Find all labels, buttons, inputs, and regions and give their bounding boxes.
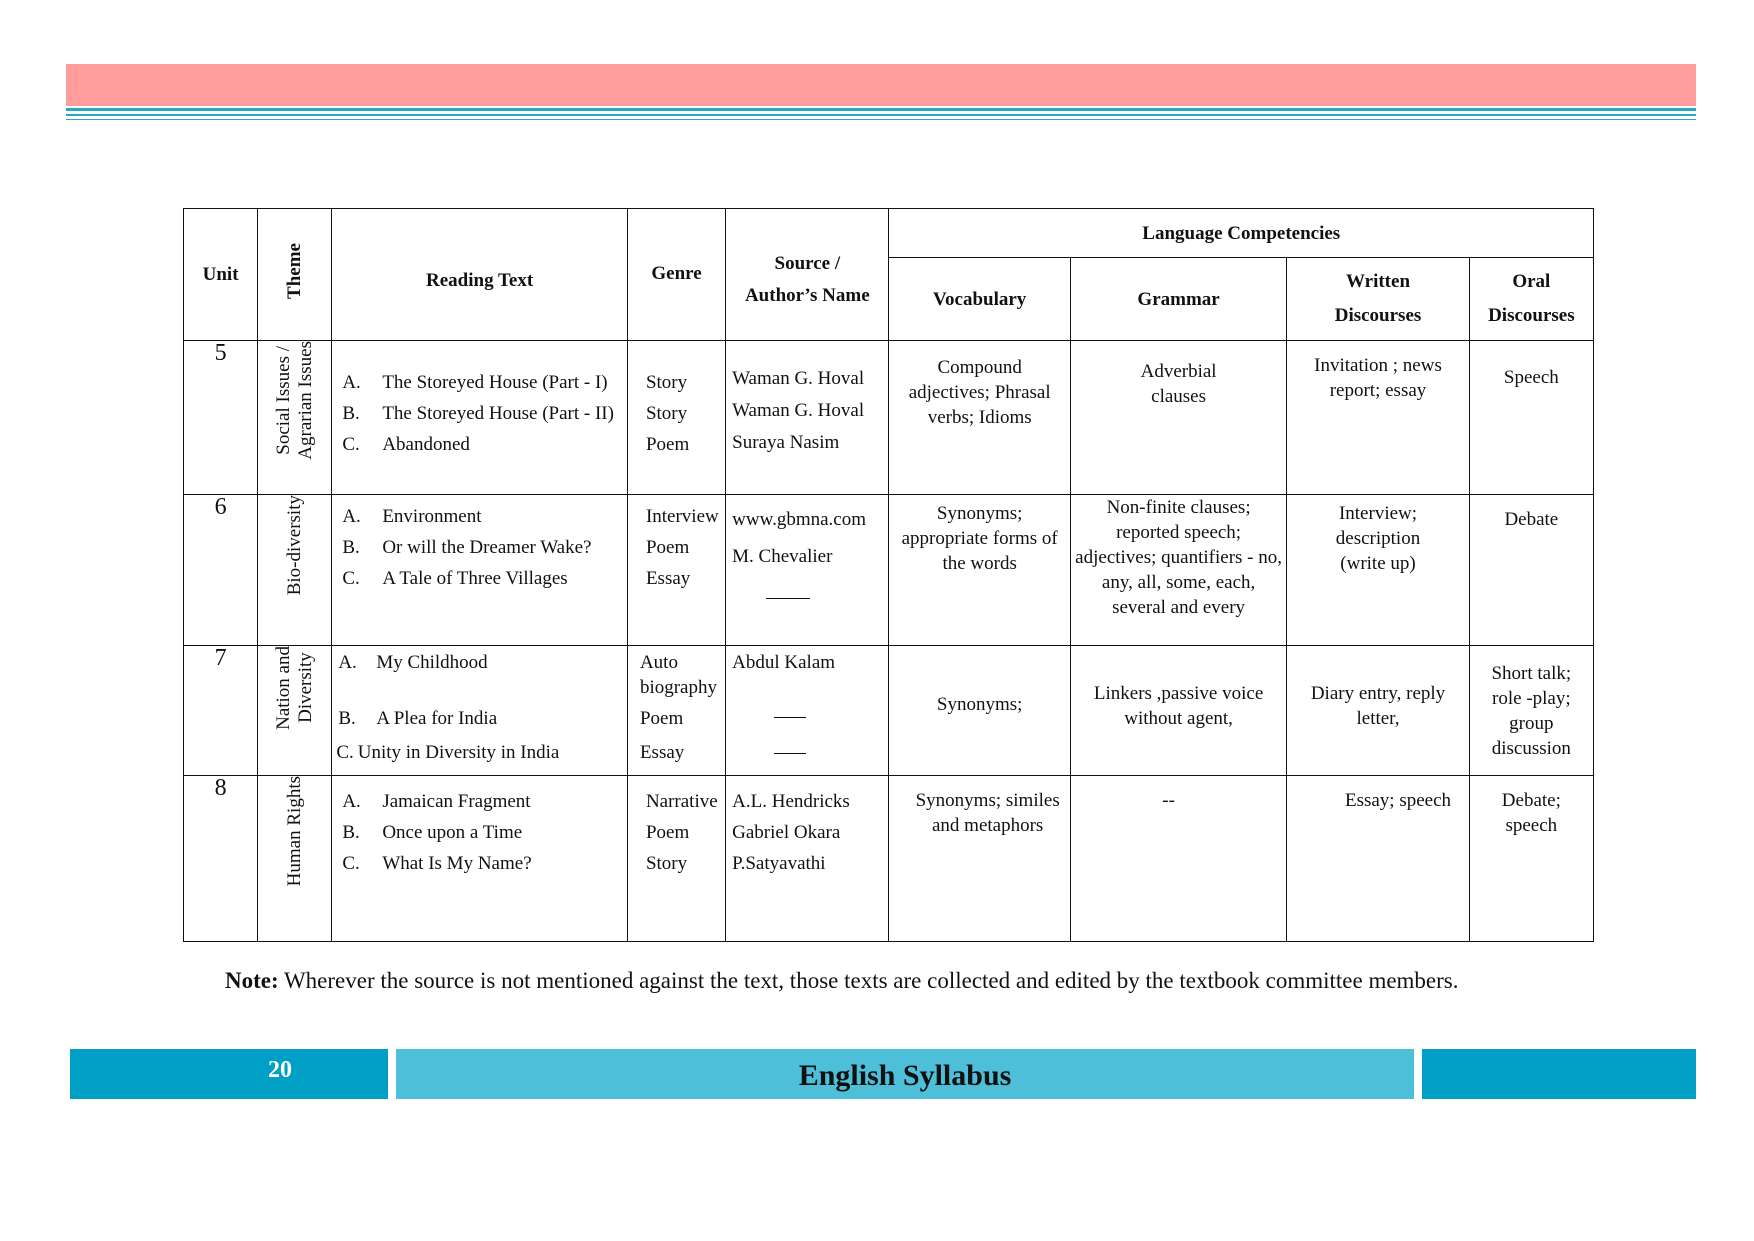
header-vocabulary: Vocabulary xyxy=(889,258,1070,341)
written-cell: Invitation ; news report; essay xyxy=(1287,341,1469,495)
list-item: B. Or will the Dreamer Wake? xyxy=(342,537,592,558)
list-item: C. A Tale of Three Villages xyxy=(342,568,568,589)
table-row xyxy=(184,341,1594,495)
header-theme: Theme xyxy=(258,209,332,341)
header-language-competencies: Language Competencies xyxy=(889,209,1594,258)
header-reading-text: Reading Text xyxy=(332,209,628,341)
footnote xyxy=(225,968,1459,994)
genre-cell: Auto biography Poem Essay xyxy=(627,646,725,776)
written-cell: Diary entry, reply letter, xyxy=(1287,646,1469,776)
list-item: A. My Childhood xyxy=(338,652,488,673)
header-rule xyxy=(66,119,1696,120)
header-grammar: Grammar xyxy=(1070,258,1286,341)
theme-cell: Social Issues / Agrarian Issues xyxy=(258,341,332,495)
vocabulary-cell: Synonyms; appropriate forms of the words xyxy=(889,495,1070,646)
list-item: C. Abandoned xyxy=(342,434,470,455)
source-cell: www.gbmna.com M. Chevalier xyxy=(726,495,889,646)
theme-cell: Bio-diversity xyxy=(258,495,332,646)
oral-cell: Debate; speech xyxy=(1469,776,1593,942)
theme-cell: Human Rights xyxy=(258,776,332,942)
reading-text-cell xyxy=(332,495,628,646)
source-cell: Abdul Kalam xyxy=(726,646,889,776)
blank-source-line xyxy=(766,584,810,599)
oral-cell: Short talk; role -play; group discussion xyxy=(1469,646,1593,776)
oral-cell: Speech xyxy=(1469,341,1593,495)
footer-band-right xyxy=(1422,1049,1696,1099)
footer-title: English Syllabus xyxy=(798,1059,1012,1092)
oral-cell: Debate xyxy=(1469,495,1593,646)
note-label: Note: xyxy=(225,968,279,993)
table-row xyxy=(184,495,1594,646)
grammar-cell: Linkers ,passive voice without agent, xyxy=(1070,646,1286,776)
blank-source-line xyxy=(774,703,806,718)
page-number: 20 xyxy=(268,1057,292,1083)
unit-number: 6 xyxy=(184,495,258,646)
list-item: C. Unity in Diversity in India xyxy=(336,742,560,763)
header-written: Written Discourses xyxy=(1287,258,1469,341)
grammar-cell: Adverbial clauses xyxy=(1070,341,1286,495)
blank-source-line xyxy=(774,739,806,754)
written-cell: Interview; description (write up) xyxy=(1287,495,1469,646)
vocabulary-cell: Synonyms; similes and metaphors xyxy=(889,776,1070,942)
list-item: A. The Storeyed House (Part - I) xyxy=(342,372,608,393)
list-item: B. The Storeyed House (Part - II) xyxy=(342,403,614,424)
vocabulary-cell: Synonyms; xyxy=(889,646,1070,776)
grammar-cell: -- xyxy=(1070,776,1286,942)
written-cell: Essay; speech xyxy=(1287,776,1469,942)
genre-cell: Interview Poem Essay xyxy=(627,495,725,646)
vocabulary-cell: Compound adjectives; Phrasal verbs; Idioms xyxy=(889,341,1070,495)
unit-number: 5 xyxy=(184,341,258,495)
list-item: A. Jamaican Fragment xyxy=(342,791,531,812)
header-rule xyxy=(66,108,1696,111)
reading-text-cell xyxy=(332,341,628,495)
source-cell: A.L. Hendricks Gabriel Okara P.Satyavathi xyxy=(726,776,889,942)
header-source: Source / Author’s Name xyxy=(726,209,889,341)
note-text: Wherever the source is not mentioned against the text, those texts are collected and edited by the textbook committee members. xyxy=(278,968,1459,993)
reading-text-cell xyxy=(332,646,628,776)
header-oral: Oral Discourses xyxy=(1469,258,1593,341)
list-item: A. Environment xyxy=(342,506,482,527)
header-unit: Unit xyxy=(184,209,258,341)
source-cell: Waman G. Hoval Waman G. Hoval Suraya Nasim xyxy=(726,341,889,495)
header-band xyxy=(66,64,1696,106)
header-genre: Genre xyxy=(627,209,725,341)
table-row xyxy=(184,646,1594,776)
list-item: B. Once upon a Time xyxy=(342,822,523,843)
genre-cell: Narrative Poem Story xyxy=(627,776,725,942)
unit-number: 7 xyxy=(184,646,258,776)
header-rule xyxy=(66,114,1696,116)
theme-cell: Nation and Diversity xyxy=(258,646,332,776)
unit-number: 8 xyxy=(184,776,258,942)
list-item: B. A Plea for India xyxy=(338,708,498,729)
genre-cell: Story Story Poem xyxy=(627,341,725,495)
reading-text-cell xyxy=(332,776,628,942)
table-row xyxy=(184,776,1594,942)
grammar-cell: Non-finite clauses; reported speech; adjectives; quantifiers - no, any, all, some, each, several and every xyxy=(1070,495,1286,646)
list-item: C. What Is My Name? xyxy=(342,853,532,874)
syllabus-table xyxy=(183,208,1594,942)
